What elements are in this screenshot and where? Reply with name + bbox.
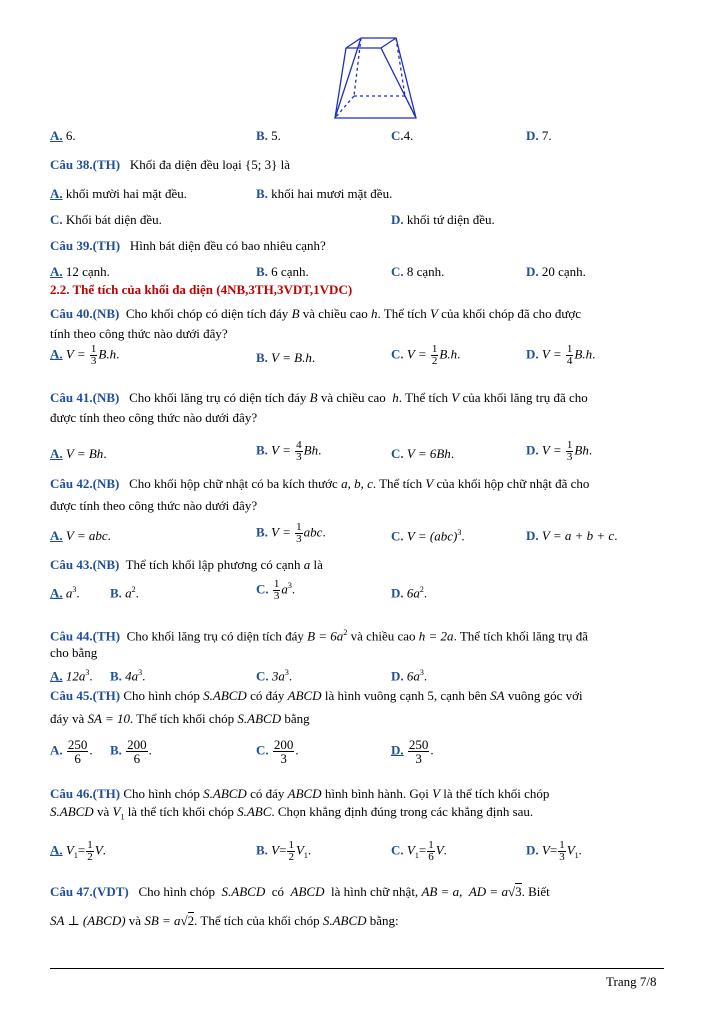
q40-option-a: A. V = $\frac{1}{3}$ B.h. xyxy=(50,343,120,367)
q41-line1: Câu 41.(NB) Cho khối lăng trụ có diện tích đáy B và chiều cao h. Thể tích V của khối lăng trụ đã cho xyxy=(50,390,588,405)
q46-option-a: A. $V_1=$ $\frac{1}{2}$ V. xyxy=(50,839,106,863)
sqrt-sign: √ xyxy=(507,884,516,899)
q43-option-d: D. $6a^2$. xyxy=(391,585,428,601)
frustum-figure xyxy=(318,32,422,120)
q40-option-c: C. V = $\frac{1}{2}$ B.h. xyxy=(391,343,461,367)
q38-option-c: C. Khối bát diện đều. xyxy=(50,212,162,227)
q43-option-c: C. $\frac{1}{3}$ $a^3$. xyxy=(256,578,296,602)
q41-option-c: C. V = 6Bh. xyxy=(391,446,455,461)
q47-line1: Câu 47.(VDT) Cho hình chóp S.ABCD có ABCD là hình chữ nhật, AB = a, AD = a√3. Biết xyxy=(50,884,550,899)
q44-option-c: C. $3a^3$. xyxy=(256,668,293,684)
q40-option-d: D. V = $\frac{1}{4}$ B.h. xyxy=(526,343,596,367)
q40-line2: tính theo công thức nào dưới đây? xyxy=(50,326,228,341)
q38-stem: Câu 38.(TH) Khối đa diện đều loại {5; 3} là xyxy=(50,157,290,172)
q37-option-d: D. 7. xyxy=(526,128,552,143)
q37-option-c: C.4. xyxy=(391,128,414,143)
q39-option-d: D. 20 cạnh. xyxy=(526,264,586,279)
page-number: Trang 7/8 xyxy=(606,974,657,989)
q41-option-b: B. V = $\frac{4}{3}$ Bh. xyxy=(256,439,322,463)
q47-line2: SA ⊥ (ABCD) và SB = a√2. Thể tích của khối chóp S.ABCD bằng: xyxy=(50,913,399,928)
q41-option-a: A. V = Bh. xyxy=(50,446,107,461)
footer-rule xyxy=(50,968,664,969)
q39-stem: Câu 39.(TH) Hình bát diện đều có bao nhiêu cạnh? xyxy=(50,238,326,253)
q39-option-b: B. 6 cạnh. xyxy=(256,264,309,279)
q46-option-c: C. $V_1=$ $\frac{1}{6}$ V. xyxy=(391,839,447,863)
q46-line2: S.ABCD và $V_1$ là thể tích khối chóp S.ABC. Chọn khẳng định đúng trong các khẳng định sau. xyxy=(50,804,534,822)
q45-option-a: A. $\frac{250}{6}$ . xyxy=(50,737,93,766)
q46-option-d: D. V= $\frac{1}{3}$ $V_1$. xyxy=(526,839,582,863)
q41-option-d: D. V = $\frac{1}{3}$ Bh. xyxy=(526,439,593,463)
q42-line1: Câu 42.(NB) Cho khối hộp chữ nhật có ba kích thước a, b, c. Thể tích V của khối hộp chữ nhật đã cho xyxy=(50,476,590,491)
q42-option-d: D. V = a + b + c. xyxy=(526,528,618,543)
section-heading: 2.2. Thể tích của khối đa diện (4NB,3TH,3VDT,1VDC) xyxy=(50,282,353,297)
q43-option-a: A. $a^3$. xyxy=(50,585,80,601)
q44-option-d: D. $6a^3$. xyxy=(391,668,428,684)
q39-option-a: A. 12 cạnh. xyxy=(50,264,110,279)
q39-option-c: C. 8 cạnh. xyxy=(391,264,445,279)
q42-option-b: B. V = $\frac{1}{3}$ abc. xyxy=(256,521,326,545)
q40-option-b: B. V = B.h. xyxy=(256,350,316,365)
q44-line1: Câu 44.(TH) Cho khối lăng trụ có diện tích đáy $B = 6a^2$ và chiều cao h = 2a. Thể tích khối lăng trụ đã xyxy=(50,628,588,644)
q38-option-d: D. khối tứ diện đều. xyxy=(391,212,495,227)
q45-option-c: C. $\frac{200}{3}$ . xyxy=(256,737,299,766)
q40-line1: Câu 40.(NB) Cho khối chóp có diện tích đáy B và chiều cao h. Thể tích V của khối chóp đã cho được xyxy=(50,306,582,321)
q45-option-d: D. $\frac{250}{3}$ . xyxy=(391,737,434,766)
q46-line1: Câu 46.(TH) Cho hình chóp S.ABCD có đáy ABCD hình bình hành. Gọi V là thể tích khối chóp xyxy=(50,786,550,801)
q42-option-c: C. V = (abc)$^3$. xyxy=(391,528,465,544)
sqrt-sign: √ xyxy=(180,913,188,928)
q41-line2: được tính theo công thức nào dưới đây? xyxy=(50,410,258,425)
q45-option-b: B. $\frac{200}{6}$ . xyxy=(110,737,152,766)
q45-line2: đáy và SA = 10. Thể tích khối chóp S.ABCD bằng xyxy=(50,711,310,726)
q37-option-b: B. 5. xyxy=(256,128,281,143)
q42-line2: được tính theo công thức nào dưới đây? xyxy=(50,498,258,513)
q43-stem: Câu 43.(NB) Thể tích khối lập phương có cạnh a là xyxy=(50,557,323,572)
q44-option-a: A. $12a^3$. xyxy=(50,668,93,684)
q38-option-a: A. khối mười hai mặt đều. xyxy=(50,186,188,201)
q38-option-b: B. khối hai mươi mặt đều. xyxy=(256,186,393,201)
q45-line1: Câu 45.(TH) Cho hình chóp S.ABCD có đáy ABCD là hình vuông cạnh 5, cạnh bên SA vuông góc với xyxy=(50,688,583,703)
q44-line2: cho bằng xyxy=(50,645,98,660)
q43-option-b: B. $a^2$. xyxy=(110,585,139,601)
q44-option-b: B. $4a^3$. xyxy=(110,668,146,684)
q46-option-b: B. V= $\frac{1}{2}$ $V_1$. xyxy=(256,839,312,863)
q37-option-a: A. 6. xyxy=(50,128,76,143)
q42-option-a: A. V = abc. xyxy=(50,528,111,543)
